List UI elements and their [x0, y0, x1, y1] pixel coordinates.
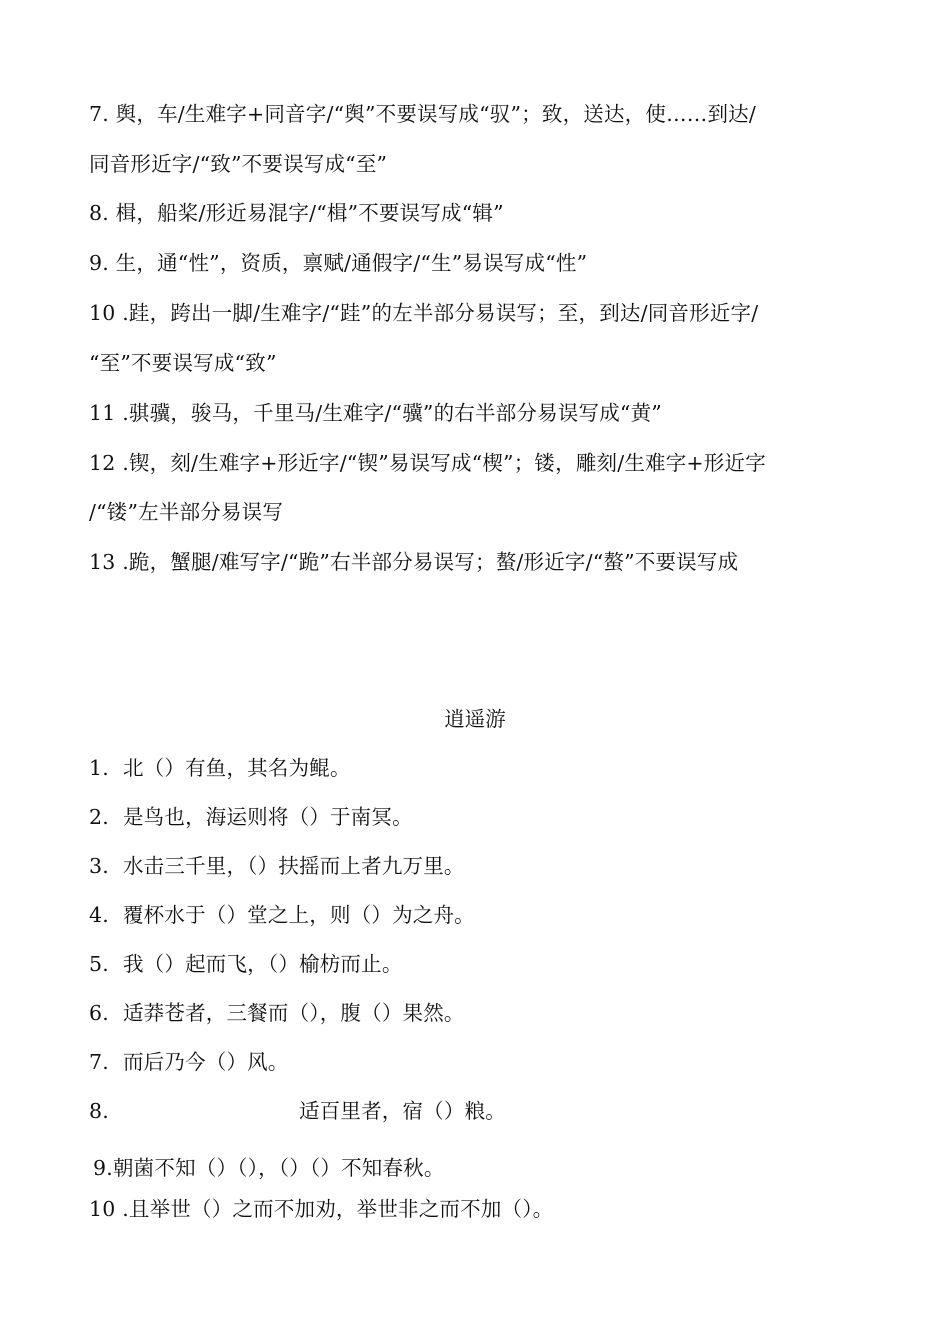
question-text: 适莽苍者，三餐而（），腹（）果然。 — [122, 1001, 465, 1025]
question-2 — [89, 804, 413, 830]
question-number: 6. — [89, 1001, 109, 1025]
question-number: 8. — [89, 1099, 109, 1123]
question-5 — [89, 951, 403, 977]
question-text: 我（）起而飞，（）榆枋而止。 — [122, 952, 403, 976]
answer-line-9: 9. 生，通“性”，资质，禀赋/通假字/“生”易误写成“性” — [89, 251, 588, 275]
answer-line-10: 10 .跬，跨出一脚/生难字/“跬”的左半部分易误写；至，到达/同音形近字/ — [89, 301, 759, 325]
question-text: 朝菌不知（）（），（）（）不知春秋。 — [112, 1156, 445, 1180]
question-number: 7. — [89, 1050, 109, 1074]
question-number: 4. — [89, 903, 109, 927]
question-7 — [89, 1049, 289, 1075]
question-number: 3. — [89, 854, 109, 878]
question-text: 适百里者，宿（）粮。 — [298, 1099, 506, 1123]
question-text: 是鸟也，海运则将（）于南冥。 — [122, 805, 413, 829]
question-text: 水击三千里，（）扶摇而上者九万里。 — [122, 854, 465, 878]
answer-line-12: 12 .锲，刻/生难字+形近字/“锲”易误写成“楔”；镂，雕刻/生难字+形近字 — [89, 451, 766, 475]
answer-line-7: 7. 舆，车/生难字+同音字/“舆”不要误写成“驭”；致，送达，使……到达/ — [89, 102, 756, 126]
question-number: 2. — [89, 805, 109, 829]
answer-line-12-cont: /“镂”左半部分易误写 — [89, 500, 284, 524]
answer-line-8: 8. 楫，船桨/形近易混字/“楫”不要误写成“辑” — [89, 201, 504, 225]
question-9 — [93, 1155, 445, 1181]
question-text: 覆杯水于（）堂之上，则（）为之舟。 — [122, 903, 475, 927]
answer-line-7-cont: 同音形近字/“致”不要误写成“至” — [89, 152, 388, 176]
question-text: 北（）有鱼，其名为鲲。 — [122, 756, 351, 780]
question-1 — [89, 755, 351, 781]
answer-line-11: 11 .骐骥，骏马，千里马/生难字/“骥”的右半部分易误写成“黄” — [89, 401, 662, 425]
question-text: 而后乃今（）风。 — [122, 1050, 289, 1074]
section-title: 逍遥游 — [444, 707, 506, 731]
question-number: 1. — [89, 756, 109, 780]
question-8 — [89, 1098, 506, 1124]
question-10 — [89, 1196, 553, 1222]
question-number: 9. — [93, 1156, 113, 1180]
question-6 — [89, 1000, 465, 1026]
answer-line-10-cont: “至”不要误写成“致” — [89, 351, 277, 375]
question-number: 5. — [89, 952, 109, 976]
answer-line-13: 13 .跪，蟹腿/难写字/“跪”右半部分易误写；螯/形近字/“螯”不要误写成 — [89, 550, 739, 574]
question-number: 10 . — [89, 1197, 129, 1221]
question-4 — [89, 902, 475, 928]
question-text: 且举世（）之而不加劝，举世非之而不加（）。 — [128, 1197, 554, 1221]
question-3 — [89, 853, 465, 879]
